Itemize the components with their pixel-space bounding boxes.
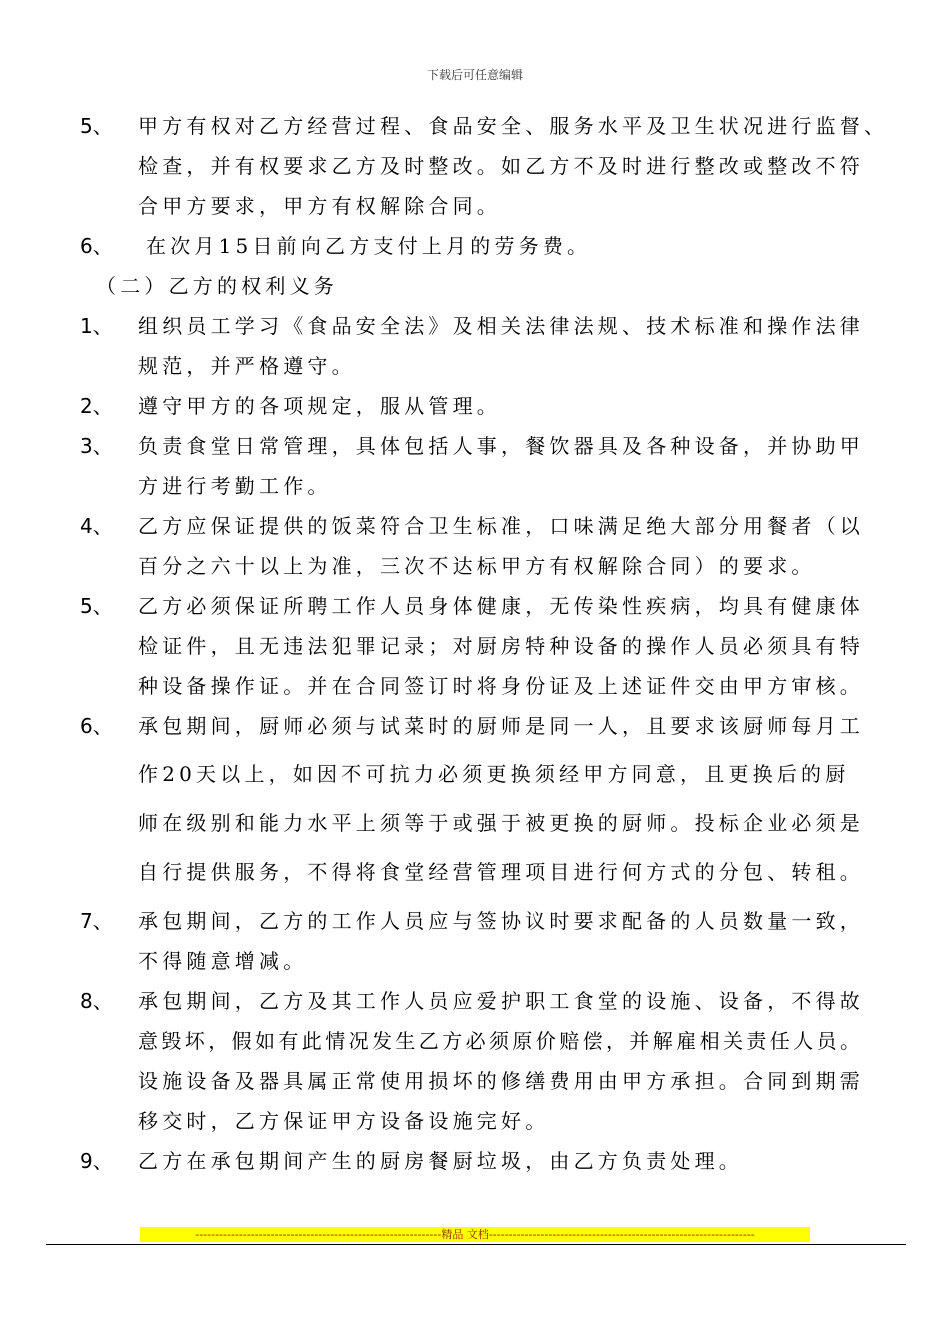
- item-text: 自行提供服务，不得将食堂经营管理项目进行何方式的分包、转租。: [138, 860, 864, 884]
- item-number: 1、: [80, 314, 113, 338]
- item-number: 6、: [80, 714, 113, 738]
- item-number: 7、: [80, 909, 113, 933]
- item-text: 承包期间，乙方及其工作人员应爱护职工食堂的设施、设备，不得故: [138, 989, 864, 1013]
- item-text: 组织员工学习《食品安全法》及相关法律法规、技术标准和操作法律: [138, 314, 864, 338]
- item-number: 4、: [80, 514, 113, 538]
- item-text: 乙方在承包期间产生的厨房餐厨垃圾，由乙方负责处理。: [138, 1149, 743, 1173]
- item-text: 遵守甲方的各项规定，服从管理。: [138, 394, 501, 418]
- item-number: 9、: [80, 1149, 113, 1173]
- item-text: 作20天以上，如因不可抗力必须更换须经甲方同意，且更换后的厨: [138, 762, 850, 786]
- item-number: 6、: [80, 234, 113, 258]
- page-header: 下载后可任意编辑: [426, 68, 523, 82]
- item-number: 5、: [80, 594, 113, 618]
- item-text: 在次月15日前向乙方支付上月的劳务费。: [146, 234, 592, 258]
- item-number: 3、: [80, 434, 113, 458]
- item-text: 意毁坏，假如有此情况发生乙方必须原价赔偿，并解雇相关责任人员。: [138, 1029, 864, 1053]
- item-text: 乙方必须保证所聘工作人员身体健康，无传染性疾病，均具有健康体: [138, 594, 864, 618]
- item-text: 设施设备及器具属正常使用损坏的修缮费用由甲方承担。合同到期需: [138, 1069, 864, 1093]
- item-text: 承包期间，乙方的工作人员应与签协议时要求配备的人员数量一致，: [138, 909, 864, 933]
- item-number: 5、: [80, 114, 113, 138]
- item-text: 检证件，且无违法犯罪记录；对厨房特种设备的操作人员必须具有特: [138, 634, 864, 658]
- item-text: 合甲方要求，甲方有权解除合同。: [138, 194, 501, 218]
- item-text: 规范，并严格遵守。: [138, 354, 356, 378]
- item-text: 负责食堂日常管理，具体包括人事，餐饮器具及各种设备，并协助甲: [138, 434, 864, 458]
- section-heading: （二）乙方的权利义务: [96, 274, 338, 298]
- item-text: 乙方应保证提供的饭菜符合卫生标准，口味满足绝大部分用餐者（以: [138, 514, 864, 538]
- item-text: 百分之六十以上为准，三次不达标甲方有权解除合同）的要求。: [138, 554, 816, 578]
- item-text: 不得随意增减。: [138, 949, 308, 973]
- item-text: 种设备操作证。并在合同签订时将身份证及上述证件交由甲方审核。: [138, 674, 864, 698]
- footer-banner: --------------------------------------------------------------精品 文档-------------------------------------------------------------------: [140, 1227, 810, 1242]
- footer-divider: [46, 1244, 906, 1245]
- item-number: 2、: [80, 394, 113, 418]
- item-text: 承包期间，厨师必须与试菜时的厨师是同一人，且要求该厨师每月工: [138, 714, 864, 738]
- item-number: 8、: [80, 989, 113, 1013]
- item-text: 师在级别和能力水平上须等于或强于被更换的厨师。投标企业必须是: [138, 811, 864, 835]
- item-text: 检查，并有权要求乙方及时整改。如乙方不及时进行整改或整改不符: [138, 154, 864, 178]
- item-text: 甲方有权对乙方经营过程、食品安全、服务水平及卫生状况进行监督、: [138, 114, 889, 138]
- item-text: 方进行考勤工作。: [138, 474, 332, 498]
- item-text: 移交时，乙方保证甲方设备设施完好。: [138, 1109, 550, 1133]
